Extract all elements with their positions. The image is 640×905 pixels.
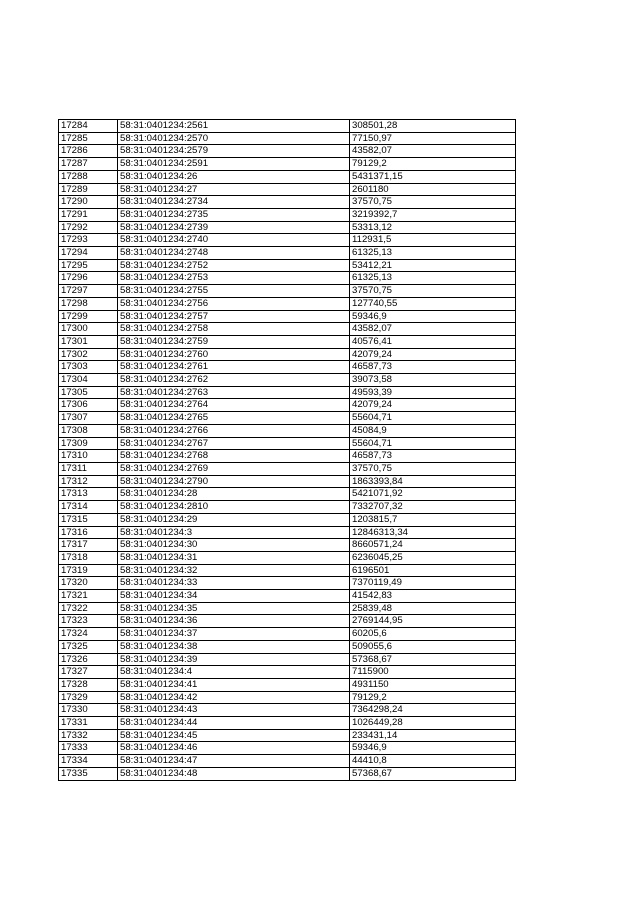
- table-row: [59, 615, 516, 628]
- value-cell: 42079,24: [350, 399, 516, 412]
- cadastral-number-cell: 58:31:0401234:38: [118, 640, 350, 653]
- table-row: [59, 335, 516, 348]
- cadastral-number-cell: 58:31:0401234:30: [118, 539, 350, 552]
- table-row: [59, 602, 516, 615]
- table-row: [59, 551, 516, 564]
- value-cell: 46587,73: [350, 361, 516, 374]
- cadastral-number-cell: 58:31:0401234:39: [118, 653, 350, 666]
- row-number-cell: 17325: [59, 640, 118, 653]
- table-row: [59, 208, 516, 221]
- row-number-cell: 17287: [59, 158, 118, 171]
- value-cell: 55604,71: [350, 437, 516, 450]
- value-cell: 308501,28: [350, 120, 516, 133]
- value-cell: 1863393,84: [350, 475, 516, 488]
- table-row: [59, 247, 516, 260]
- value-cell: 60205,6: [350, 628, 516, 641]
- value-cell: 79129,2: [350, 158, 516, 171]
- value-cell: 37570,75: [350, 285, 516, 298]
- row-number-cell: 17284: [59, 120, 118, 133]
- row-number-cell: 17313: [59, 488, 118, 501]
- cadastral-number-cell: 58:31:0401234:2790: [118, 475, 350, 488]
- cadastral-number-cell: 58:31:0401234:41: [118, 678, 350, 691]
- row-number-cell: 17301: [59, 335, 118, 348]
- row-number-cell: 17317: [59, 539, 118, 552]
- cadastral-number-cell: 58:31:0401234:45: [118, 729, 350, 742]
- table-body: [59, 120, 516, 781]
- value-cell: 53412,21: [350, 259, 516, 272]
- row-number-cell: 17302: [59, 348, 118, 361]
- cadastral-number-cell: 58:31:0401234:2756: [118, 297, 350, 310]
- cadastral-number-cell: 58:31:0401234:2579: [118, 145, 350, 158]
- table-row: [59, 285, 516, 298]
- table-row: [59, 742, 516, 755]
- value-cell: 44410,8: [350, 755, 516, 768]
- cadastral-number-cell: 58:31:0401234:2767: [118, 437, 350, 450]
- value-cell: 233431,14: [350, 729, 516, 742]
- table-row: [59, 348, 516, 361]
- value-cell: 5431371,15: [350, 170, 516, 183]
- value-cell: 2769144,95: [350, 615, 516, 628]
- row-number-cell: 17294: [59, 247, 118, 260]
- cadastral-number-cell: 58:31:0401234:2739: [118, 221, 350, 234]
- table-row: [59, 158, 516, 171]
- row-number-cell: 17310: [59, 450, 118, 463]
- value-cell: 46587,73: [350, 450, 516, 463]
- row-number-cell: 17312: [59, 475, 118, 488]
- cadastral-number-cell: 58:31:0401234:2762: [118, 374, 350, 387]
- cadastral-number-cell: 58:31:0401234:2768: [118, 450, 350, 463]
- table-row: [59, 412, 516, 425]
- table-row: [59, 437, 516, 450]
- table-row: [59, 259, 516, 272]
- value-cell: 7332707,32: [350, 501, 516, 514]
- row-number-cell: 17333: [59, 742, 118, 755]
- cadastral-number-cell: 58:31:0401234:2759: [118, 335, 350, 348]
- cadastral-number-cell: 58:31:0401234:2769: [118, 462, 350, 475]
- table-row: [59, 640, 516, 653]
- row-number-cell: 17311: [59, 462, 118, 475]
- value-cell: 7115900: [350, 666, 516, 679]
- value-cell: 1026449,28: [350, 717, 516, 730]
- row-number-cell: 17309: [59, 437, 118, 450]
- row-number-cell: 17303: [59, 361, 118, 374]
- row-number-cell: 17321: [59, 590, 118, 603]
- table-row: [59, 564, 516, 577]
- cadastral-number-cell: 58:31:0401234:2761: [118, 361, 350, 374]
- cadastral-number-cell: 58:31:0401234:32: [118, 564, 350, 577]
- row-number-cell: 17320: [59, 577, 118, 590]
- value-cell: 37570,75: [350, 196, 516, 209]
- value-cell: 57368,67: [350, 767, 516, 780]
- cadastral-number-cell: 58:31:0401234:34: [118, 590, 350, 603]
- table-row: [59, 323, 516, 336]
- cadastral-number-cell: 58:31:0401234:2755: [118, 285, 350, 298]
- cadastral-number-cell: 58:31:0401234:36: [118, 615, 350, 628]
- cadastral-number-cell: 58:31:0401234:2753: [118, 272, 350, 285]
- row-number-cell: 17300: [59, 323, 118, 336]
- cadastral-number-cell: 58:31:0401234:2561: [118, 120, 350, 133]
- cadastral-number-cell: 58:31:0401234:2734: [118, 196, 350, 209]
- table-row: [59, 462, 516, 475]
- row-number-cell: 17296: [59, 272, 118, 285]
- cadastral-number-cell: 58:31:0401234:43: [118, 704, 350, 717]
- value-cell: 79129,2: [350, 691, 516, 704]
- table-row: [59, 221, 516, 234]
- table-row: [59, 501, 516, 514]
- value-cell: 37570,75: [350, 462, 516, 475]
- table-row: [59, 170, 516, 183]
- table-row: [59, 386, 516, 399]
- cadastral-number-cell: 58:31:0401234:2758: [118, 323, 350, 336]
- table-row: [59, 183, 516, 196]
- cadastral-number-cell: 58:31:0401234:2570: [118, 132, 350, 145]
- value-cell: 8660571,24: [350, 539, 516, 552]
- table-row: [59, 691, 516, 704]
- row-number-cell: 17285: [59, 132, 118, 145]
- value-cell: 61325,13: [350, 247, 516, 260]
- row-number-cell: 17305: [59, 386, 118, 399]
- value-cell: 55604,71: [350, 412, 516, 425]
- row-number-cell: 17288: [59, 170, 118, 183]
- table-row: [59, 272, 516, 285]
- value-cell: 112931,5: [350, 234, 516, 247]
- value-cell: 1203815,7: [350, 513, 516, 526]
- row-number-cell: 17286: [59, 145, 118, 158]
- cadastral-number-cell: 58:31:0401234:2766: [118, 424, 350, 437]
- value-cell: 40576,41: [350, 335, 516, 348]
- cadastral-number-cell: 58:31:0401234:2752: [118, 259, 350, 272]
- table-row: [59, 717, 516, 730]
- value-cell: 39073,58: [350, 374, 516, 387]
- cadastral-number-cell: 58:31:0401234:26: [118, 170, 350, 183]
- cadastral-number-cell: 58:31:0401234:4: [118, 666, 350, 679]
- cadastral-number-cell: 58:31:0401234:47: [118, 755, 350, 768]
- cadastral-number-cell: 58:31:0401234:3: [118, 526, 350, 539]
- row-number-cell: 17331: [59, 717, 118, 730]
- cadastral-number-cell: 58:31:0401234:2591: [118, 158, 350, 171]
- row-number-cell: 17332: [59, 729, 118, 742]
- cadastral-number-cell: 58:31:0401234:2760: [118, 348, 350, 361]
- cadastral-number-cell: 58:31:0401234:2765: [118, 412, 350, 425]
- row-number-cell: 17292: [59, 221, 118, 234]
- cadastral-number-cell: 58:31:0401234:35: [118, 602, 350, 615]
- cadastral-number-cell: 58:31:0401234:2748: [118, 247, 350, 260]
- value-cell: 4931150: [350, 678, 516, 691]
- table-row: [59, 424, 516, 437]
- row-number-cell: 17328: [59, 678, 118, 691]
- table-row: [59, 755, 516, 768]
- row-number-cell: 17316: [59, 526, 118, 539]
- row-number-cell: 17324: [59, 628, 118, 641]
- row-number-cell: 17334: [59, 755, 118, 768]
- table-row: [59, 475, 516, 488]
- row-number-cell: 17297: [59, 285, 118, 298]
- row-number-cell: 17329: [59, 691, 118, 704]
- row-number-cell: 17319: [59, 564, 118, 577]
- table-row: [59, 704, 516, 717]
- value-cell: 41542,83: [350, 590, 516, 603]
- table-row: [59, 450, 516, 463]
- table-row: [59, 577, 516, 590]
- table-row: [59, 234, 516, 247]
- value-cell: 5421071,92: [350, 488, 516, 501]
- cadastral-number-cell: 58:31:0401234:44: [118, 717, 350, 730]
- row-number-cell: 17295: [59, 259, 118, 272]
- row-number-cell: 17335: [59, 767, 118, 780]
- row-number-cell: 17289: [59, 183, 118, 196]
- value-cell: 61325,13: [350, 272, 516, 285]
- value-cell: 49593,39: [350, 386, 516, 399]
- cadastral-number-cell: 58:31:0401234:2763: [118, 386, 350, 399]
- table-row: [59, 399, 516, 412]
- row-number-cell: 17314: [59, 501, 118, 514]
- value-cell: 45084,9: [350, 424, 516, 437]
- row-number-cell: 17298: [59, 297, 118, 310]
- row-number-cell: 17291: [59, 208, 118, 221]
- table-row: [59, 653, 516, 666]
- table-row: [59, 310, 516, 323]
- row-number-cell: 17318: [59, 551, 118, 564]
- table-row: [59, 729, 516, 742]
- cadastral-number-cell: 58:31:0401234:2757: [118, 310, 350, 323]
- cadastral-number-cell: 58:31:0401234:48: [118, 767, 350, 780]
- value-cell: 59346,9: [350, 742, 516, 755]
- table-row: [59, 196, 516, 209]
- value-cell: 77150,97: [350, 132, 516, 145]
- cadastral-number-cell: 58:31:0401234:37: [118, 628, 350, 641]
- table-row: [59, 361, 516, 374]
- table-row: [59, 526, 516, 539]
- value-cell: 57368,67: [350, 653, 516, 666]
- table-row: [59, 374, 516, 387]
- row-number-cell: 17322: [59, 602, 118, 615]
- row-number-cell: 17330: [59, 704, 118, 717]
- cadastral-number-cell: 58:31:0401234:2810: [118, 501, 350, 514]
- cadastral-number-cell: 58:31:0401234:29: [118, 513, 350, 526]
- value-cell: 25839,48: [350, 602, 516, 615]
- table-row: [59, 297, 516, 310]
- row-number-cell: 17308: [59, 424, 118, 437]
- value-cell: 12846313,34: [350, 526, 516, 539]
- document-page: [58, 119, 515, 781]
- row-number-cell: 17307: [59, 412, 118, 425]
- table-row: [59, 539, 516, 552]
- table-row: [59, 666, 516, 679]
- table-row: [59, 488, 516, 501]
- row-number-cell: 17299: [59, 310, 118, 323]
- cadastral-number-cell: 58:31:0401234:42: [118, 691, 350, 704]
- table-row: [59, 628, 516, 641]
- cadastral-value-table: [58, 119, 516, 781]
- cadastral-number-cell: 58:31:0401234:31: [118, 551, 350, 564]
- cadastral-number-cell: 58:31:0401234:28: [118, 488, 350, 501]
- table-row: [59, 678, 516, 691]
- table-row: [59, 767, 516, 780]
- cadastral-number-cell: 58:31:0401234:33: [118, 577, 350, 590]
- value-cell: 127740,55: [350, 297, 516, 310]
- cadastral-number-cell: 58:31:0401234:2735: [118, 208, 350, 221]
- row-number-cell: 17290: [59, 196, 118, 209]
- cadastral-number-cell: 58:31:0401234:2764: [118, 399, 350, 412]
- value-cell: 59346,9: [350, 310, 516, 323]
- value-cell: 43582,07: [350, 323, 516, 336]
- row-number-cell: 17306: [59, 399, 118, 412]
- value-cell: 6236045,25: [350, 551, 516, 564]
- row-number-cell: 17327: [59, 666, 118, 679]
- table-row: [59, 145, 516, 158]
- table-row: [59, 513, 516, 526]
- table-row: [59, 120, 516, 133]
- table-row: [59, 132, 516, 145]
- cadastral-number-cell: 58:31:0401234:27: [118, 183, 350, 196]
- value-cell: 43582,07: [350, 145, 516, 158]
- value-cell: 42079,24: [350, 348, 516, 361]
- value-cell: 509055,6: [350, 640, 516, 653]
- value-cell: 53313,12: [350, 221, 516, 234]
- cadastral-number-cell: 58:31:0401234:2740: [118, 234, 350, 247]
- row-number-cell: 17315: [59, 513, 118, 526]
- row-number-cell: 17293: [59, 234, 118, 247]
- value-cell: 7364298,24: [350, 704, 516, 717]
- table-row: [59, 590, 516, 603]
- value-cell: 2601180: [350, 183, 516, 196]
- row-number-cell: 17326: [59, 653, 118, 666]
- value-cell: 7370119,49: [350, 577, 516, 590]
- row-number-cell: 17304: [59, 374, 118, 387]
- value-cell: 3219392,7: [350, 208, 516, 221]
- row-number-cell: 17323: [59, 615, 118, 628]
- cadastral-number-cell: 58:31:0401234:46: [118, 742, 350, 755]
- value-cell: 6196501: [350, 564, 516, 577]
